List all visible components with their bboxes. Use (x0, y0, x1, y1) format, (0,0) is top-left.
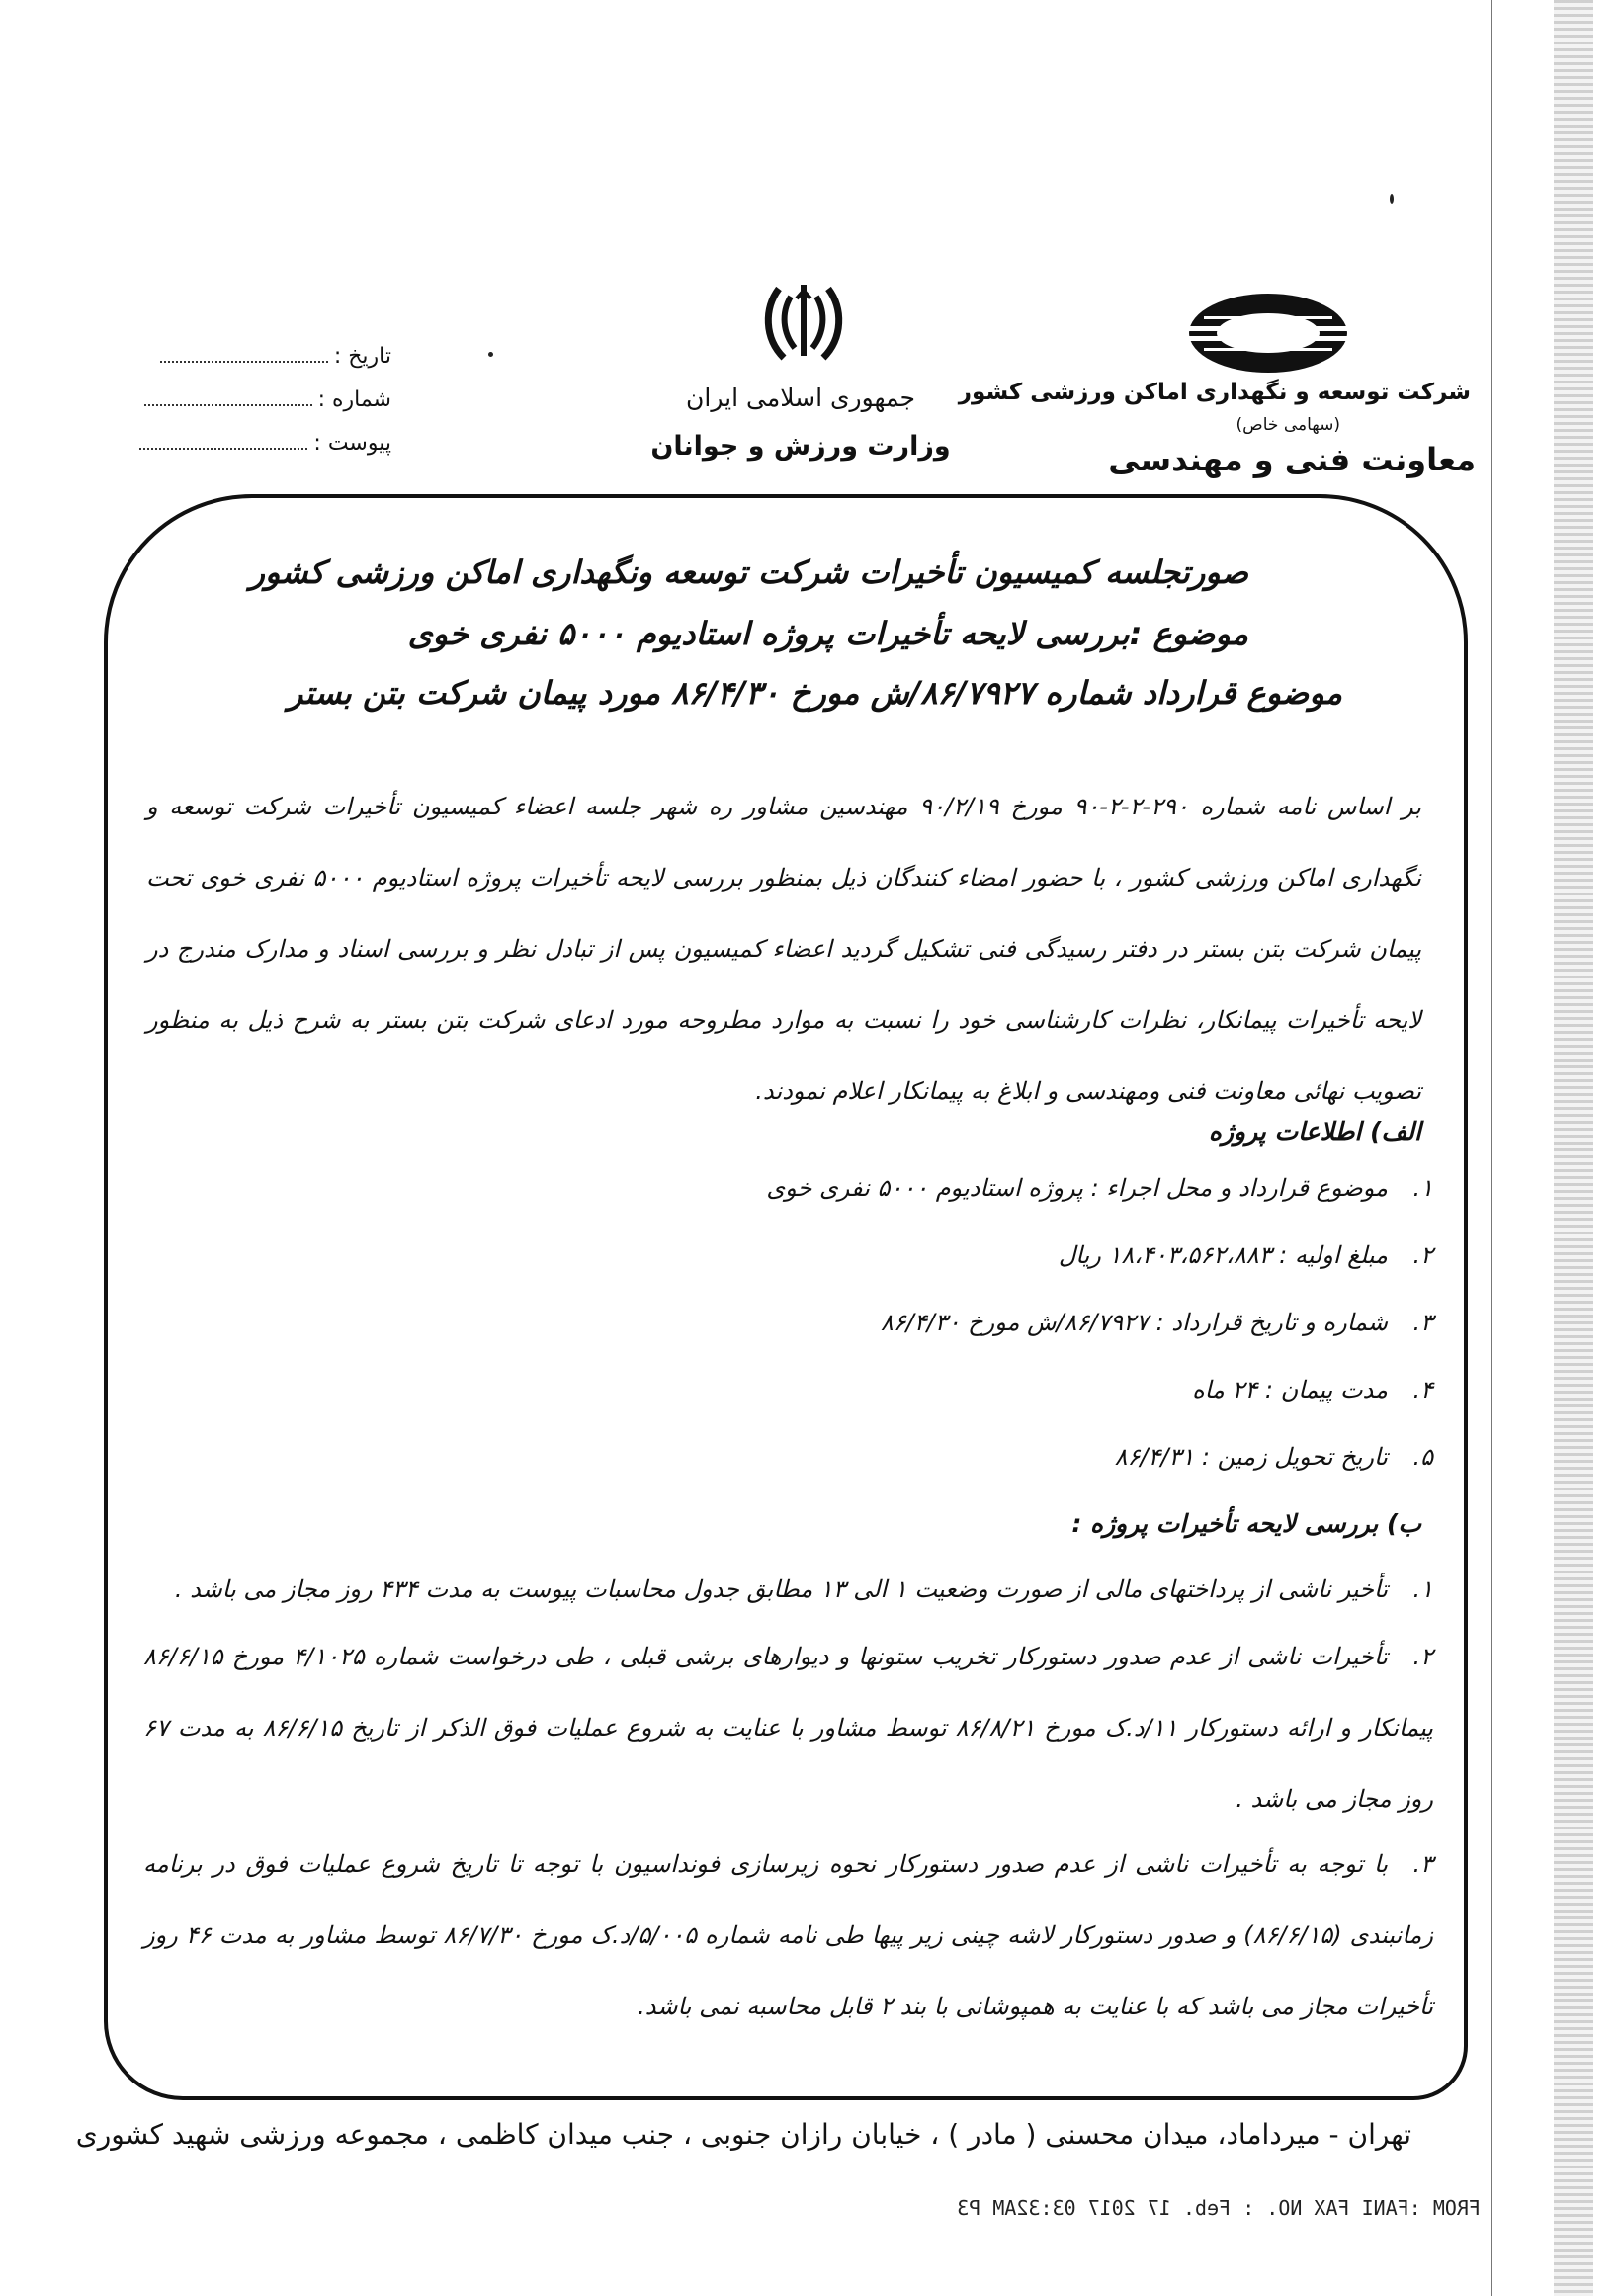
footer-address: تهران - میرداماد، میدان محسنی ( مادر ) ، خیابان رازان جنوبی ، جنب میدان کاظمی ، مجموعه ورزشی شهید کشوری (75, 2118, 1411, 2151)
item-text: تأخیر ناشی از پرداختهای مالی از صورت وضعیت ۱ الی ۱۳ مطابق جدول محاسبات پیوست به مدت ۴۳۴ روز مجاز می باشد . (174, 1575, 1388, 1603)
iran-emblem (759, 279, 848, 372)
date-label: تاریخ : (333, 344, 391, 369)
item-text: تاریخ تحویل زمین : ۸۶/۴/۳۱ (1114, 1443, 1388, 1471)
title-contract: موضوع قرارداد شماره ۸۶/۷۹۲۷/ش مورخ ۸۶/۴/۳۰ مورد پیمان شرکت بتن بستر (288, 674, 1342, 712)
section-a-item (766, 1174, 1433, 1202)
item-text: با توجه به تأخیرات ناشی از عدم صدور دستورکار نحوه زیرسازی فونداسیون با توجه تا تاریخ شروع عملیات فوق در برنامه زمانبندی (۸۶/۶/۱۵) و صدور دستورکار لاشه چینی زیر پیها طی نامه شماره ۵/۰۰۵/د.ک مورخ ۸۶/۷/۳۰ توسط مشاور به مدت ۴۶ روز تأخیرات مجاز می باشد که با عنایت به همپوشانی با بند ۲ قابل محاسبه نمی باشد. (143, 1850, 1433, 2020)
scan-edge-shadow (1554, 0, 1593, 2296)
intro-paragraph: بر اساس نامه شماره ۲۹۰-۲-۲-۹۰ مورخ ۹۰/۲/۱۹ مهندسین مشاور ره شهر جلسه اعضاء کمیسیون تأخیرات شرکت توسعه و نگهداری اماکن ورزشی کشور ، با حضور امضاء کنندگان ذیل بمنظور بررسی لایحه تأخیرات پروژه استادیوم ۵۰۰۰ نفری خوی تحت پیمان شرکت بتن بستر در دفتر رسیدگی فنی تشکیل گردید اعضاء کمیسیون پس از تبادل نظر و بررسی اسناد و مدارک مندرج در لایحه تأخیرات پیمانکار، نظرات کارشناسی خود را نسبت به موارد مطروحه مورد ادعای شرکت بتن بستر به شرح ذیل به منظور تصویب نهائی معاونت فنی ومهندسی و ابلاغ به پیمانکار اعلام نمودند. (146, 793, 1422, 1105)
number-dots (144, 403, 312, 406)
fax-header-mirrored: FROM :FANI FAX NO. : Feb. 17 2017 03:32AM P3 (957, 2196, 1481, 2220)
item-number: ۳. (1412, 1309, 1433, 1336)
number-label: شماره : (317, 387, 391, 412)
number-field (144, 387, 391, 412)
date-dots (160, 360, 328, 363)
section-a-item (1059, 1241, 1433, 1269)
attachment-label: پیوست : (313, 431, 391, 456)
section-b-item (143, 1621, 1433, 1834)
ministry-name: وزارت ورزش و جوانان (650, 431, 951, 462)
item-number: ۲. (1412, 1241, 1433, 1269)
attachment-dots (139, 447, 307, 450)
item-text: مدت پیمان : ۲۴ ماه (1192, 1376, 1388, 1403)
section-b-heading: ب) بررسی لایحه تأخیرات پروژه : (1071, 1509, 1421, 1538)
item-text: موضوع قرارداد و محل اجراء : پروژه استادیوم ۵۰۰۰ نفری خوی (766, 1174, 1388, 1202)
item-text: شماره و تاریخ قرارداد : ۸۶/۷۹۲۷/ش مورخ ۸۶/۴/۳۰ (880, 1309, 1388, 1336)
item-number: ۳. (1412, 1850, 1433, 1878)
section-a-heading: الف) اطلاعات پروژه (1208, 1117, 1421, 1146)
item-number: ۲. (1412, 1643, 1433, 1670)
item-number: ۱. (1412, 1174, 1433, 1202)
section-a-item (1115, 1443, 1433, 1471)
company-type: (سهامی خاص) (1236, 415, 1340, 435)
government-name: جمهوری اسلامی ایران (686, 383, 915, 412)
section-a-item (1192, 1376, 1433, 1403)
date-field (160, 344, 391, 369)
item-number: ۴. (1412, 1376, 1433, 1403)
item-number: ۱. (1412, 1575, 1433, 1603)
section-b-item (143, 1554, 1433, 1625)
company-name: شرکت توسعه و نگهداری اماکن ورزشی کشور (958, 380, 1471, 405)
department-name: معاونت فنی و مهندسی (1108, 441, 1476, 478)
attachment-field (139, 431, 391, 456)
scan-speck (488, 352, 493, 357)
scan-edge-line (1491, 0, 1492, 2296)
item-text: تأخیرات ناشی از عدم صدور دستورکار تخریب ستونها و دیوارهای برشی قبلی ، طی درخواست شماره ۴/۱۰۲۵ مورخ ۸۶/۶/۱۵ پیمانکار و ارائه دستورکار ۱۱/د.ک مورخ ۸۶/۸/۲۱ توسط مشاور با عنایت به شروع عملیات فوق الذکر از تاریخ ۸۶/۶/۱۵ به مدت ۶۷ روز مجاز می باشد . (143, 1643, 1433, 1813)
item-number: ۵. (1412, 1443, 1433, 1471)
item-text: مبلغ اولیه : ۱۸،۴۰۳،۵۶۲،۸۸۳ ریال (1058, 1241, 1388, 1269)
title-subject: موضوع :بررسی لایحه تأخیرات پروژه استادیوم ۵۰۰۰ نفری خوی (407, 615, 1248, 652)
scan-speck (1390, 194, 1394, 204)
company-logo (1184, 289, 1352, 382)
section-a-item (881, 1309, 1433, 1336)
section-b-item (143, 1828, 1433, 2042)
title-main: صورتجلسه کمیسیون تأخیرات شرکت توسعه ونگهداری اماکن ورزشی کشور (249, 553, 1248, 591)
